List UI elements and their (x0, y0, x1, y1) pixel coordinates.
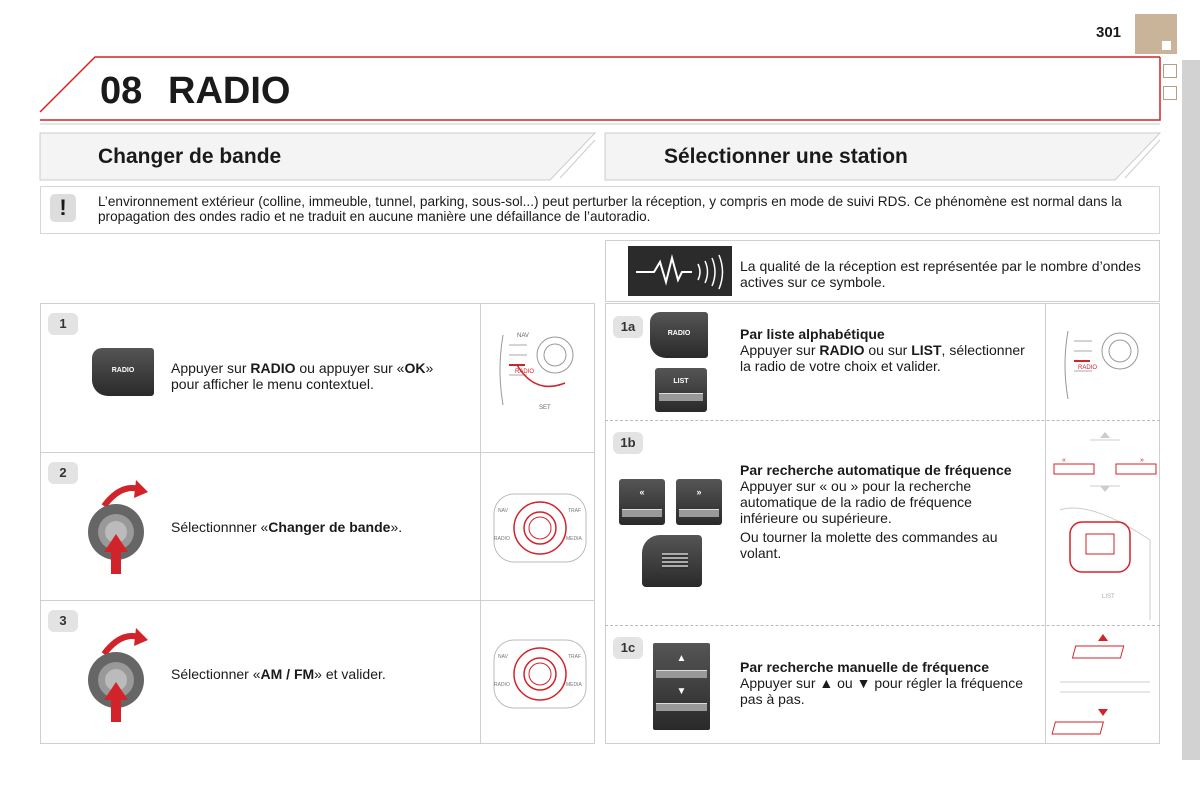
svg-text:NAV: NAV (517, 333, 529, 339)
svg-text:NAV: NAV (498, 654, 508, 660)
reception-text: La qualité de la réception est représentée par le nombre d’ondes actives sur ce symbole. (740, 258, 1141, 290)
multimedia-dial-illustration (490, 488, 590, 568)
step-badge: 1c (613, 637, 643, 659)
step-badge: 1b (613, 432, 643, 454)
seek-up-glyph: » (696, 487, 702, 497)
seek-up-button[interactable] (676, 479, 722, 525)
tune-down-button[interactable]: ▼ (676, 686, 687, 697)
reception-quality-icon (628, 246, 732, 296)
control-panel-radio-illustration (495, 325, 585, 415)
step-1-text: Appuyer sur RADIO ou appuyer sur «OK» pour afficher le menu contextuel. (171, 360, 434, 392)
radio-button[interactable] (92, 348, 154, 396)
section-title-left: Changer de bande (98, 145, 282, 168)
multimedia-dial-illustration (490, 634, 590, 714)
rotary-knob-push-icon (84, 476, 154, 576)
svg-text:»: » (1140, 457, 1144, 464)
step-badge: 1 (48, 313, 78, 335)
step-1a-title: Par liste alphabétique (740, 326, 885, 342)
radio-button-label: RADIO (667, 330, 691, 337)
radio-button-label: RADIO (111, 367, 135, 374)
manual-tune-buttons (653, 643, 710, 730)
svg-text:TRAF: TRAF (568, 508, 582, 514)
step-badge: 3 (48, 610, 78, 632)
step-1c-text: Par recherche manuelle de fréquence Appuyer sur ▲ ou ▼ pour régler la fréquence pas à pas. (740, 659, 1023, 707)
step-3-text: Sélectionner «AM / FM» et valider. (171, 666, 386, 682)
step-2-text: Sélectionnner «Changer de bande». (171, 519, 403, 535)
svg-text:TRAF: TRAF (568, 654, 582, 660)
tune-up-button[interactable]: ▲ (676, 653, 687, 664)
page-number: 301 (1096, 24, 1122, 41)
seek-down-glyph: « (639, 487, 645, 497)
radio-button[interactable] (650, 312, 708, 358)
svg-text:RADIO: RADIO (515, 369, 535, 375)
steering-wheel-thumbwheel[interactable] (642, 535, 702, 587)
step-badge: 2 (48, 462, 78, 484)
control-panel-radio-illustration (1060, 325, 1150, 405)
chapter-number: 08 (100, 70, 143, 112)
exclamation-icon: ! (50, 194, 76, 222)
svg-text:RADIO: RADIO (494, 536, 510, 542)
svg-text:SET: SET (539, 405, 551, 411)
svg-text:LIST: LIST (1102, 594, 1115, 600)
section-title-right: Sélectionner une station (664, 145, 908, 168)
svg-text:RADIO: RADIO (494, 682, 510, 688)
steering-controls-illustration (1050, 430, 1160, 620)
svg-text:MEDIA: MEDIA (566, 536, 582, 542)
rotary-knob-push-icon (84, 624, 154, 724)
chapter-title: RADIO (168, 70, 291, 112)
seek-down-button[interactable] (619, 479, 665, 525)
svg-text:NAV: NAV (498, 508, 508, 514)
step-1a-text: Par liste alphabétique Appuyer sur RADIO ou sur LIST, sélectionner la radio de votre choix et valider. (740, 326, 1025, 374)
manual-tune-illustration (1050, 630, 1160, 740)
svg-text:«: « (1062, 457, 1066, 464)
list-button[interactable] (655, 368, 707, 412)
list-button-label: LIST (673, 378, 689, 385)
step-1c-title: Par recherche manuelle de fréquence (740, 659, 989, 675)
step-1b-title: Par recherche automatique de fréquence (740, 462, 1012, 478)
svg-text:RADIO: RADIO (1078, 365, 1098, 371)
warning-text: L’environnement extérieur (colline, immeuble, tunnel, parking, sous-sol...) peut perturber la réception, y compris en mode de suivi RDS. Ce phénomène est normal dans la propagation des ondes radio et ne traduit en aucune manière une défaillance de l’autoradio. (98, 194, 1122, 224)
step-badge: 1a (613, 316, 643, 338)
step-1b-text: Par recherche automatique de fréquence Appuyer sur « ou » pour la recherche automatique de la radio de fréquence inférieure ou supérieure. Ou tourner la molette des commandes au volant. (740, 462, 1012, 561)
svg-text:MEDIA: MEDIA (566, 682, 582, 688)
